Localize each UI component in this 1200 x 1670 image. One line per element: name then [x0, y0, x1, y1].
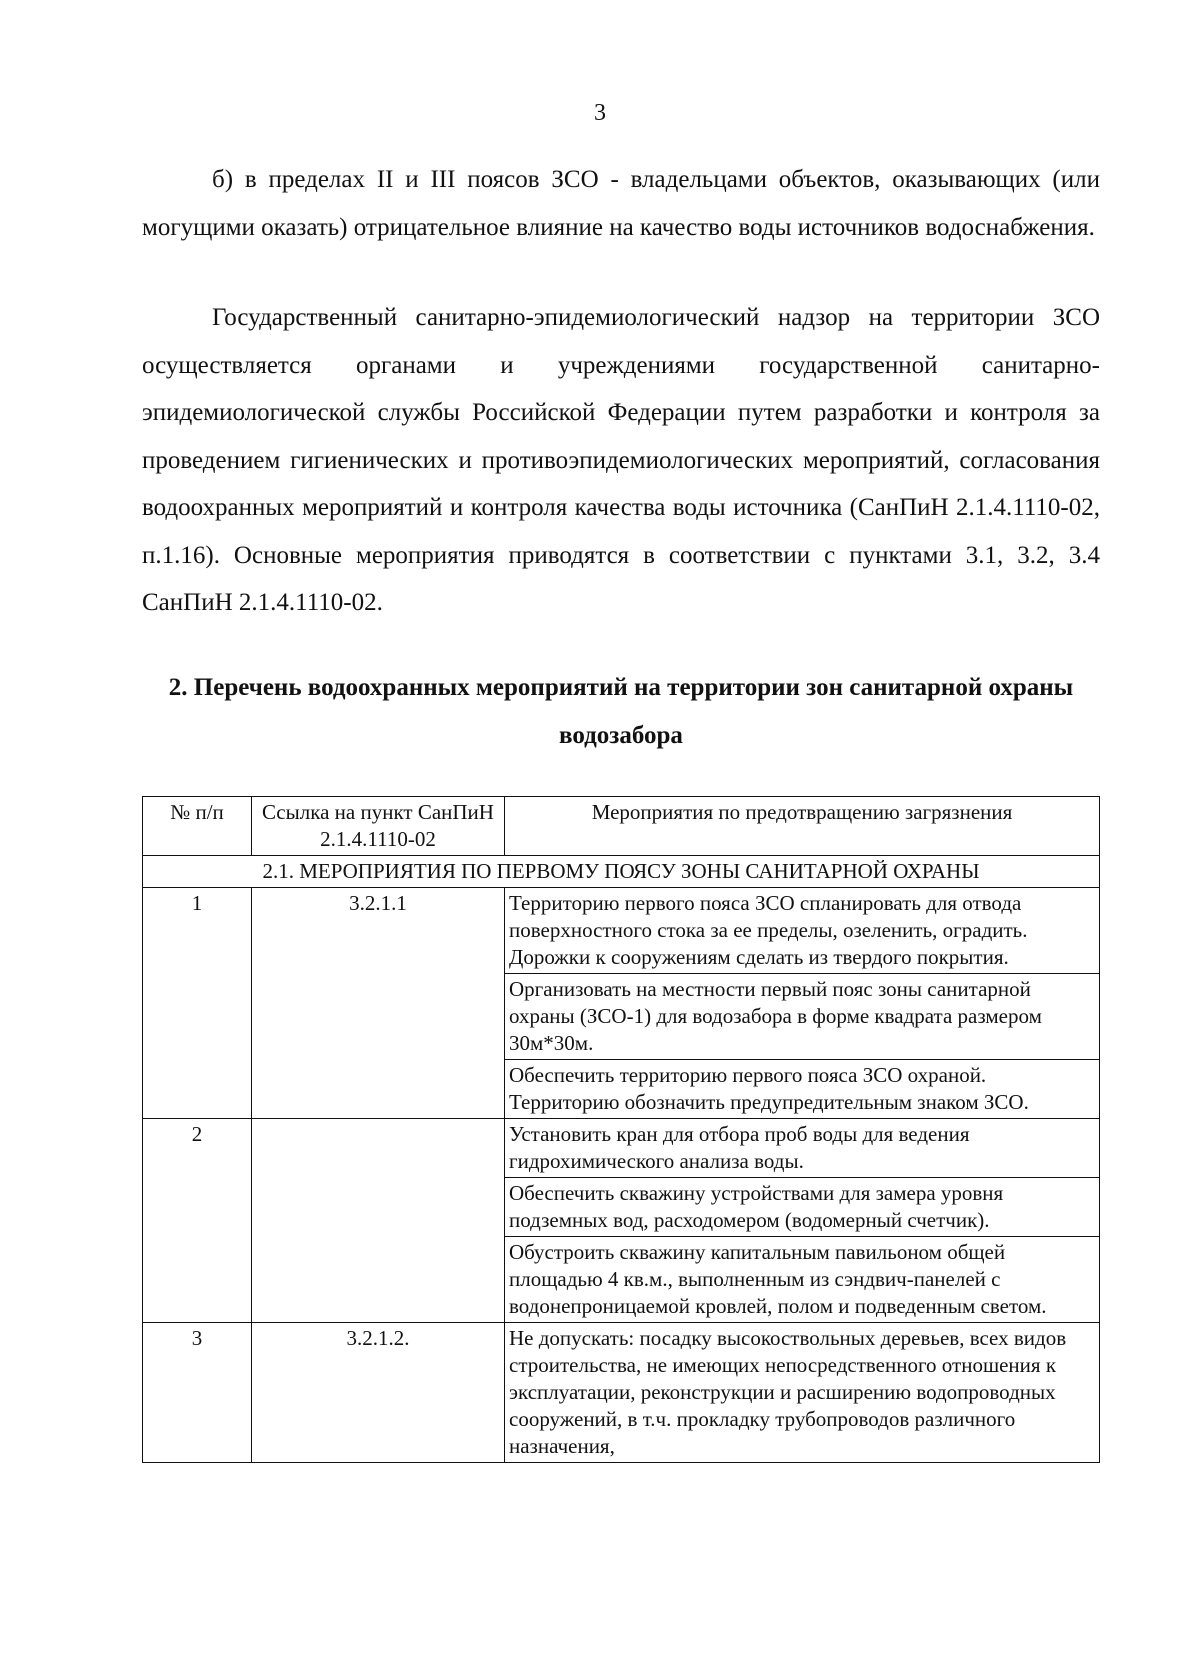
row-num: 3 [143, 1323, 252, 1463]
measure-cell: Организовать на местности первый пояс зоны санитарной охраны (ЗСО-1) для водозабора в форме квадрата размером 30м*30м. [505, 974, 1100, 1060]
table-section-row [143, 856, 1100, 888]
header-num: № п/п [143, 797, 252, 856]
row-ref [252, 1119, 505, 1323]
measures-table [142, 796, 1100, 1463]
section-row-label: 2.1. МЕРОПРИЯТИЯ ПО ПЕРВОМУ ПОЯСУ ЗОНЫ САНИТАРНОЙ ОХРАНЫ [143, 856, 1100, 888]
header-ref: Ссылка на пункт СанПиН 2.1.4.1110-02 [252, 797, 505, 856]
measure-cell: Территорию первого пояса ЗСО спланировать для отвода поверхностного стока за ее пределы, озеленить, оградить. Дорожки к сооружениям сделать из твердого покрытия. [505, 888, 1100, 974]
row-ref: 3.2.1.2. [252, 1323, 505, 1463]
section-heading: 2. Перечень водоохранных мероприятий на территории зон санитарной охраны водозабора [168, 674, 1074, 749]
page-number: 3 [594, 100, 606, 126]
row-ref: 3.2.1.1 [252, 888, 505, 1119]
measure-cell: Обеспечить территорию первого пояса ЗСО охраной. Территорию обозначить предупредительным знаком ЗСО. [505, 1060, 1100, 1119]
table-header-row [143, 797, 1100, 856]
table-row [143, 1119, 1100, 1178]
measure-cell: Обеспечить скважину устройствами для замера уровня подземных вод, расходомером (водомерный счетчик). [505, 1178, 1100, 1237]
table-row [143, 888, 1100, 974]
paragraph-supervision: Государственный санитарно-эпидемиологический надзор на территории ЗСО осуществляется органами и учреждениями государственной санитарно-эпидемиологической службы Российской Федерации путем разработки и контроля за проведением гигиенических и противоэпидемиологических мероприятий, согласования водоохранных мероприятий и контроля качества воды источника (СанПиН 2.1.4.1110-02, п.1.16). Основные мероприятия приводятся в соответствии с пунктами 3.1, 3.2, 3.4 СанПиН 2.1.4.1110-02. [142, 304, 1100, 616]
measure-cell: Установить кран для отбора проб воды для ведения гидрохимического анализа воды. [505, 1119, 1100, 1178]
table-row [143, 1323, 1100, 1463]
row-num: 1 [143, 888, 252, 1119]
header-measure: Мероприятия по предотвращению загрязнения [505, 797, 1100, 856]
paragraph-owners: б) в пределах II и III поясов ЗСО - владельцами объектов, оказывающих (или могущими оказать) отрицательное влияние на качество воды источников водоснабжения. [142, 166, 1100, 241]
row-num: 2 [143, 1119, 252, 1323]
measure-cell: Не допускать: посадку высокоствольных деревьев, всех видов строительства, не имеющих непосредственного отношения к эксплуатации, реконструкции и расширению водопроводных сооружений, в т.ч. прокладку трубопроводов различного назначения, [505, 1323, 1100, 1463]
measure-cell: Обустроить скважину капитальным павильоном общей площадью 4 кв.м., выполненным из сэндвич-панелей с водонепроницаемой кровлей, полом и подведенным светом. [505, 1237, 1100, 1323]
